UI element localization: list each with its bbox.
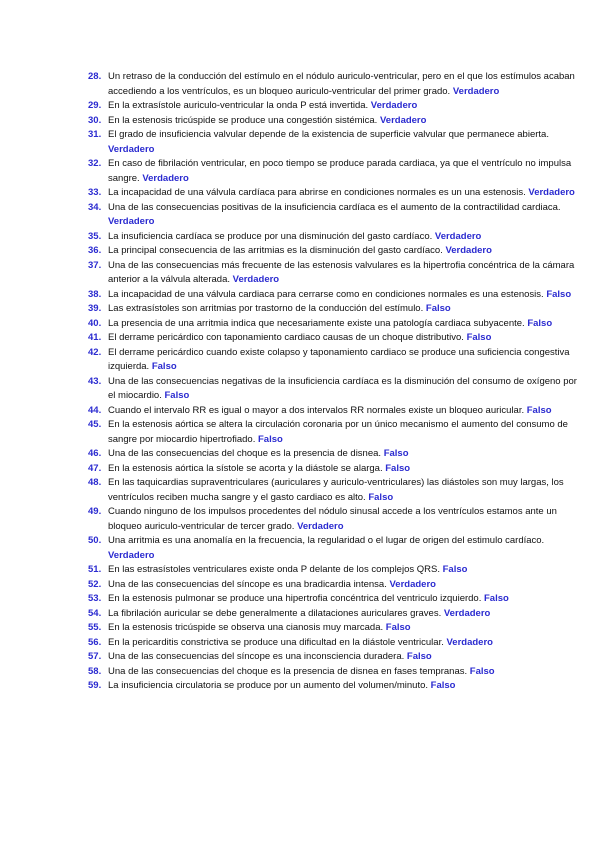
- question-item: [88, 418, 584, 447]
- question-number: 46.: [88, 448, 102, 459]
- question-item: [88, 679, 584, 694]
- question-text-block: [108, 447, 584, 462]
- question-statement: La presencia de una arritmia indica que necesariamente existe una patología cardiaca subyacente.: [108, 317, 525, 329]
- answer-label: Verdadero: [446, 636, 493, 648]
- question-number: 29.: [88, 100, 102, 111]
- question-statement: Una de las consecuencias del choque es la presencia de disnea.: [108, 448, 382, 459]
- answer-label: Verdadero: [443, 607, 491, 619]
- answer-label: Falso: [385, 462, 411, 474]
- question-item: [88, 99, 584, 114]
- question-number: 37.: [88, 259, 102, 271]
- question-number: 44.: [88, 404, 102, 416]
- answer-label: Verdadero: [297, 520, 344, 532]
- answer-label: Verdadero: [528, 187, 575, 198]
- question-text-block: [108, 534, 584, 563]
- question-item: [88, 259, 584, 288]
- question-text-block: [108, 607, 584, 622]
- question-number: 47.: [88, 462, 102, 474]
- question-number: 41.: [88, 332, 102, 343]
- question-text-block: [108, 186, 584, 201]
- question-item: [88, 447, 584, 462]
- question-text-block: [108, 128, 584, 157]
- question-item: [88, 563, 584, 578]
- question-number: 54.: [88, 607, 102, 619]
- question-item: [88, 621, 584, 636]
- question-text-block: [108, 592, 584, 607]
- answer-label: Falso: [257, 433, 283, 445]
- question-number: 38.: [88, 288, 102, 300]
- answer-label: Falso: [383, 448, 409, 459]
- answer-label: Falso: [527, 317, 553, 329]
- question-text-block: [108, 462, 584, 477]
- question-number: 55.: [88, 622, 102, 633]
- question-text-block: [108, 302, 584, 317]
- answer-label: Verdadero: [370, 100, 418, 111]
- answer-label: Falso: [368, 491, 394, 503]
- answer-label: Falso: [425, 303, 451, 314]
- question-text-block: [108, 636, 584, 651]
- question-text-block: [108, 621, 584, 636]
- question-number: 35.: [88, 230, 102, 242]
- answer-label: Verdadero: [142, 172, 189, 184]
- question-number: 45.: [88, 419, 102, 430]
- answer-label: Falso: [151, 361, 177, 372]
- question-statement: En la estenosis pulmonar se produce una hipertrofia concéntrica del ventriculo izquierdo.: [108, 593, 482, 604]
- question-text-block: [108, 578, 584, 593]
- question-item: [88, 534, 584, 563]
- question-number: 36.: [88, 245, 102, 256]
- question-number: 30.: [88, 114, 102, 126]
- question-item: [88, 476, 584, 505]
- answer-label: Falso: [469, 665, 495, 677]
- question-statement: La principal consecuencia de las arritmias es la disminución del gasto cardíaco.: [108, 245, 443, 256]
- question-text-block: [108, 476, 584, 505]
- question-number: 51.: [88, 564, 102, 575]
- answer-label: Falso: [484, 593, 509, 604]
- answer-label: Verdadero: [389, 578, 436, 590]
- answer-label: Falso: [406, 651, 432, 662]
- question-number: 33.: [88, 187, 102, 198]
- question-number: 58.: [88, 665, 102, 677]
- question-text-block: [108, 288, 584, 303]
- question-statement: El grado de insuficiencia valvular depende de la existencia de superficie valvular que permanece abierta.: [108, 129, 549, 140]
- question-number: 48.: [88, 477, 102, 488]
- question-statement: Un retraso de la conducción del estímulo en el nódulo auriculo-ventricular, pero en el que los estímulos acaban accediendo a los ventrículos, es un bloqueo auriculo-ventricular del primer grado.: [108, 71, 575, 97]
- question-statement: Una arritmia es una anomalía en la frecuencia, la regularidad o el lugar de origen del estimulo cardíaco.: [108, 535, 545, 546]
- question-number: 59.: [88, 680, 102, 691]
- answer-label: Falso: [466, 332, 492, 343]
- question-item: [88, 114, 584, 129]
- question-item: [88, 650, 584, 665]
- question-list: [88, 70, 584, 694]
- question-text-block: [108, 665, 584, 680]
- question-item: [88, 70, 584, 99]
- question-number: 56.: [88, 636, 102, 648]
- question-statement: En la pericarditis constrictiva se produce una dificultad en la diástole ventricular.: [108, 636, 444, 648]
- question-text-block: [108, 99, 584, 114]
- question-number: 39.: [88, 303, 102, 314]
- question-item: [88, 592, 584, 607]
- question-item: [88, 346, 584, 375]
- question-item: [88, 157, 584, 186]
- question-number: 43.: [88, 375, 102, 387]
- question-statement: En la estenosis aórtica la sístole se acorta y la diástole se alarga.: [108, 462, 383, 474]
- answer-label: Verdadero: [445, 245, 492, 256]
- question-statement: En la estenosis tricúspide se observa una cianosis muy marcada.: [108, 622, 384, 633]
- question-statement: Una de las consecuencias positivas de la insuficiencia cardíaca es el aumento de la contractilidad cardiaca.: [108, 201, 561, 213]
- question-statement: Una de las consecuencias más frecuente de las estenosis valvulares es la hipertrofia concéntrica de la cámara anterior a la válvula alterada.: [108, 259, 575, 285]
- question-number: 50.: [88, 535, 102, 546]
- question-statement: En la extrasístole auriculo-ventricular la onda P está invertida.: [108, 100, 369, 111]
- question-text-block: [108, 259, 584, 288]
- question-statement: La insuficiencia circulatoria se produce por un aumento del volumen/minuto.: [108, 680, 429, 691]
- question-statement: En las estrasístoles ventriculares existe onda P delante de los complejos QRS.: [108, 564, 440, 575]
- question-number: 53.: [88, 593, 102, 604]
- question-statement: En la estenosis aórtica se altera la circulación coronaria por un único mecanismo el aumento del consumo de sangre por miocardio hipertrofiado.: [108, 419, 568, 445]
- answer-label: Falso: [385, 622, 411, 633]
- question-text-block: [108, 70, 584, 99]
- question-statement: Una de las consecuencias del síncope es una bradicardia intensa.: [108, 578, 387, 590]
- answer-label: Falso: [526, 404, 552, 416]
- question-text-block: [108, 375, 584, 404]
- answer-label: Falso: [546, 288, 572, 300]
- question-statement: La fibrilación auricular se debe generalmente a dilataciones auriculares graves.: [108, 607, 442, 619]
- question-text-block: [108, 505, 584, 534]
- answer-label: Verdadero: [108, 143, 155, 155]
- answer-label: Falso: [164, 390, 190, 401]
- question-item: [88, 607, 584, 622]
- question-statement: La incapacidad de una válvula cardíaca para abrirse en condiciones normales es un una estenosis.: [108, 187, 526, 198]
- question-text-block: [108, 244, 584, 259]
- question-item: [88, 462, 584, 477]
- question-item: [88, 404, 584, 419]
- question-number: 40.: [88, 317, 102, 329]
- question-statement: Una de las consecuencias del choque es la presencia de disnea en fases tempranas.: [108, 665, 468, 677]
- question-text-block: [108, 317, 584, 332]
- question-number: 49.: [88, 506, 102, 517]
- question-item: [88, 665, 584, 680]
- answer-label: Verdadero: [452, 85, 500, 97]
- question-text-block: [108, 346, 584, 375]
- answer-label: Verdadero: [108, 216, 155, 227]
- question-statement: En la estenosis tricúspide se produce una congestión sistémica.: [108, 114, 378, 126]
- question-number: 31.: [88, 129, 102, 140]
- answer-label: Falso: [442, 564, 468, 575]
- answer-label: Verdadero: [379, 114, 427, 126]
- question-item: [88, 288, 584, 303]
- question-item: [88, 636, 584, 651]
- question-text-block: [108, 650, 584, 665]
- question-text-block: [108, 201, 584, 230]
- question-number: 32.: [88, 158, 102, 169]
- question-statement: Cuando ninguno de los impulsos procedentes del nódulo sinusal accede a los ventrículos estamos ante un bloqueo auriculo-ventricular de tercer grado.: [108, 506, 557, 532]
- question-text-block: [108, 418, 584, 447]
- answer-label: Verdadero: [232, 274, 280, 285]
- question-statement: El derrame pericárdico con taponamiento cardiaco causas de un choque distributivo.: [108, 332, 464, 343]
- question-item: [88, 302, 584, 317]
- question-statement: Cuando el intervalo RR es igual o mayor a dos intervalos RR normales existe un bloqueo auricular.: [108, 404, 525, 416]
- question-item: [88, 375, 584, 404]
- question-number: 34.: [88, 201, 102, 213]
- question-statement: Una de las consecuencias negativas de la insuficiencia cardíaca es la disminución del consumo de oxígeno por el miocardio.: [108, 375, 577, 401]
- question-text-block: [108, 563, 584, 578]
- question-statement: Las extrasístoles son arritmias por trastorno de la conducción del estímulo.: [108, 303, 424, 314]
- question-statement: La insuficiencia cardíaca se produce por una disminución del gasto cardíaco.: [108, 230, 433, 242]
- question-item: [88, 578, 584, 593]
- question-item: [88, 230, 584, 245]
- question-statement: Una de las consecuencias del síncope es una inconsciencia duradera.: [108, 651, 405, 662]
- question-statement: En las taquicardias supraventriculares (auriculares y auriculo-ventriculares) las diástoles son muy largas, los ventrículos reciben mucha sangre y el gasto cardiaco es alto.: [108, 477, 564, 503]
- question-number: 52.: [88, 578, 102, 590]
- question-number: 28.: [88, 71, 102, 82]
- question-item: [88, 186, 584, 201]
- question-statement: En caso de fibrilación ventricular, en poco tiempo se produce parada cardiaca, ya que el ventrículo no impulsa sangre.: [108, 158, 572, 184]
- question-item: [88, 505, 584, 534]
- question-text-block: [108, 679, 584, 694]
- question-item: [88, 128, 584, 157]
- question-text-block: [108, 157, 584, 186]
- question-number: 57.: [88, 651, 102, 662]
- question-number: 42.: [88, 346, 102, 358]
- question-text-block: [108, 114, 584, 129]
- question-text-block: [108, 404, 584, 419]
- answer-label: Verdadero: [108, 549, 155, 561]
- question-statement: La incapacidad de una válvula cardiaca para cerrarse como en condiciones normales es una estenosis.: [108, 288, 544, 300]
- question-text-block: [108, 331, 584, 346]
- answer-label: Falso: [430, 680, 456, 691]
- question-text-block: [108, 230, 584, 245]
- question-item: [88, 331, 584, 346]
- question-item: [88, 317, 584, 332]
- question-item: [88, 244, 584, 259]
- question-statement: El derrame pericárdico cuando existe colapso y taponamiento cardiaco se produce una suficiencia congestiva izquierda.: [108, 346, 570, 372]
- answer-label: Verdadero: [434, 230, 482, 242]
- question-item: [88, 201, 584, 230]
